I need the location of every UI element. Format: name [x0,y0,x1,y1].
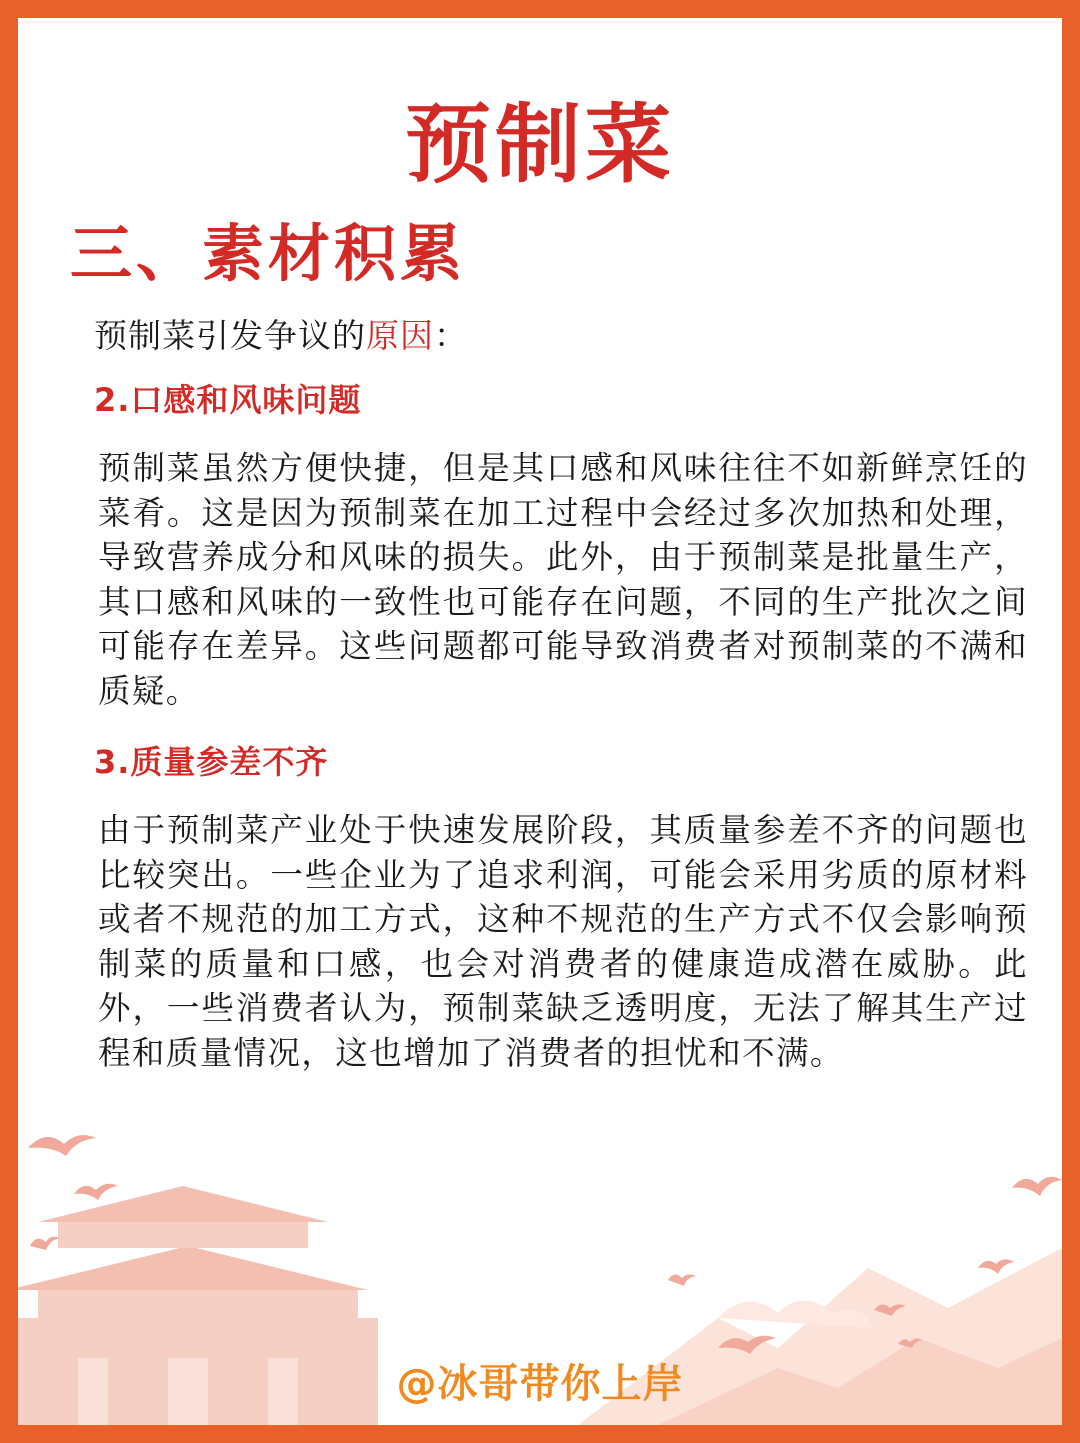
item-body-quality: 由于预制菜产业处于快速发展阶段，其质量参差不齐的问题也比较突出。一些企业为了追求利润，可能会采用劣质的原材料或者不规范的加工方式，这种不规范的生产方式不仅会影响预制菜的质量和口感，也会对消费者的健康造成潜在威胁。此外，一些消费者认为，预制菜缺乏透明度，无法了解其生产过程和质量情况，这也增加了消费者的担忧和不满。 [98,811,1028,1072]
bird-icon [74,1184,118,1200]
intro-prefix: 预制菜引发争议的 [94,316,366,355]
item-heading-taste: 2.口感和风味问题 [94,381,362,419]
bird-icon [28,1135,96,1156]
bird-icon [668,1274,696,1286]
bird-icon [978,1259,1014,1274]
intro-line [94,314,468,358]
page-title: 预制菜 [405,95,675,195]
intro-highlight: 原因 [366,316,434,355]
bird-icon [1012,1177,1062,1196]
author-watermark: @冰哥带你上岸 [396,1361,684,1407]
item-heading-quality: 3.质量参差不齐 [94,743,329,781]
section-heading: 三、素材积累 [70,217,467,290]
content-card [18,18,1062,1425]
item-body-taste: 预制菜虽然方便快捷，但是其口感和风味往往不如新鲜烹饪的菜肴。这是因为预制菜在加工过程中会经过多次加热和处理，导致营养成分和风味的损失。此外，由于预制菜是批量生产，其口感和风味的一致性也可能存在问题，不同的生产批次之间可能存在差异。这些问题都可能导致消费者对预制菜的不满和质疑。 [98,449,1028,710]
bird-icon [30,1237,60,1250]
intro-suffix: ： [434,316,468,355]
